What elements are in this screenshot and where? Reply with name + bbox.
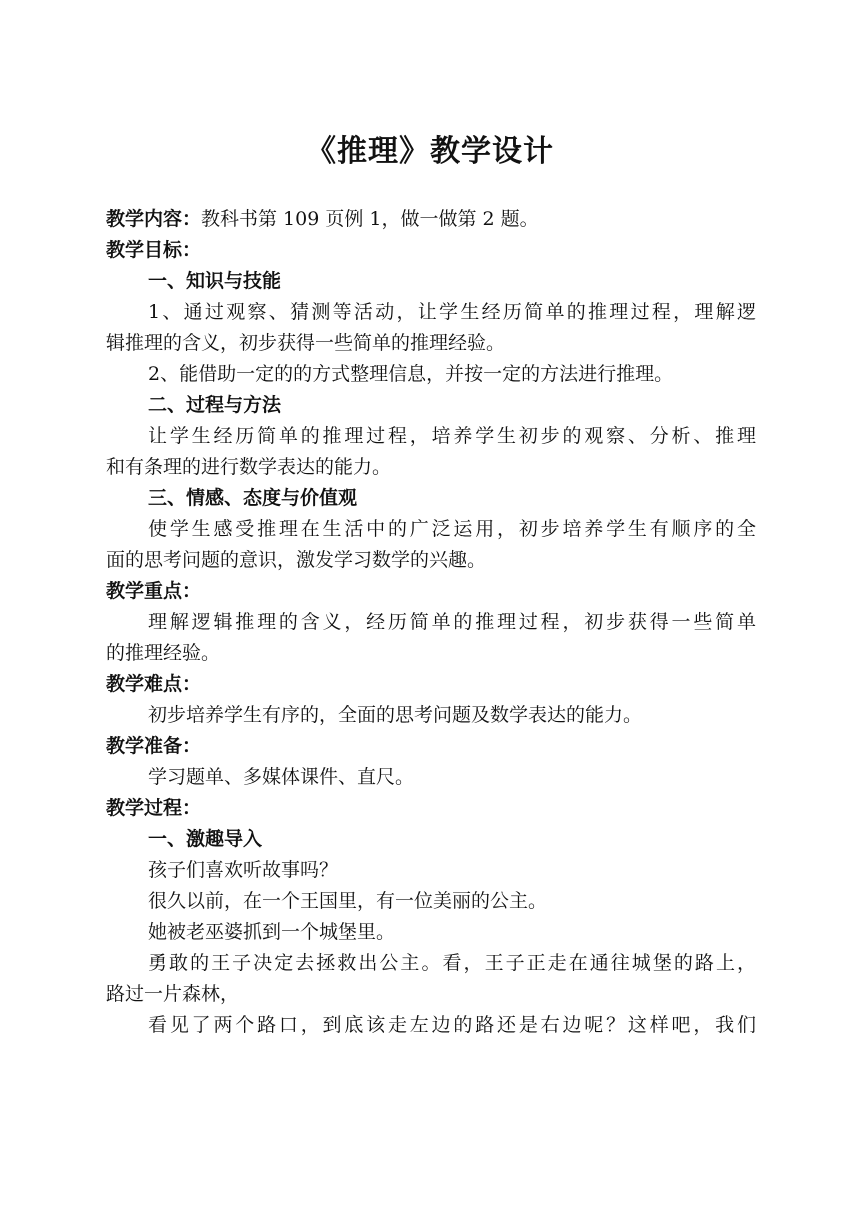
process-paragraph-4-line-2: 路过一片森林， (106, 983, 240, 1005)
bottom-spacer (106, 1041, 756, 1071)
key-point-label: 教学重点： (106, 580, 202, 602)
objective-process-heading: 二、过程与方法 (148, 394, 282, 416)
objective-knowledge-paragraph-1-line-2: 辑推理的含义，初步获得一些简单的推理经验。 (106, 332, 506, 354)
process-paragraph-3: 她被老巫婆抓到一个城堡里。 (148, 921, 396, 943)
objectives-label: 教学目标： (106, 239, 202, 261)
objective-knowledge-heading: 一、知识与技能 (148, 270, 282, 292)
objective-attitude-paragraph-line-2: 面的思考问题的意识，激发学习数学的兴趣。 (106, 549, 487, 571)
preparation-text: 学习题单、多媒体课件、直尺。 (148, 766, 415, 788)
difficulty-label: 教学难点： (106, 673, 202, 695)
process-heading-introduction: 一、激趣导入 (148, 828, 263, 850)
objective-knowledge-paragraph-1-line-1: 1、通过观察、猜测等活动，让学生经历简单的推理过程，理解逻 (148, 301, 756, 323)
process-label: 教学过程： (106, 797, 202, 819)
content-label: 教学内容： (106, 208, 202, 230)
objective-process-paragraph-line-1: 让学生经历简单的推理过程，培养学生初步的观察、分析、推理 (148, 425, 756, 447)
document-title: 《推理》教学设计 (306, 134, 554, 169)
process-paragraph-4-line-1: 勇敢的王子决定去拯救出公主。看，王子正走在通往城堡的路上， (148, 952, 756, 974)
objective-attitude-paragraph-line-1: 使学生感受推理在生活中的广泛运用，初步培养学生有顺序的全 (148, 518, 756, 540)
difficulty-text: 初步培养学生有序的，全面的思考问题及数学表达的能力。 (148, 704, 643, 726)
key-point-line-1: 理解逻辑推理的含义，经历简单的推理过程，初步获得一些简单 (148, 611, 756, 633)
process-paragraph-5-line-1: 看见了两个路口，到底该走左边的路还是右边呢？这样吧，我们 (148, 1014, 756, 1036)
content-text: 教科书第 109 页例 1，做一做第 2 题。 (201, 208, 539, 230)
objective-process-paragraph-line-2: 和有条理的进行数学表达的能力。 (106, 456, 392, 478)
objective-attitude-heading: 三、情感、态度与价值观 (148, 487, 358, 509)
content-line (106, 204, 756, 235)
document-body (106, 204, 756, 1071)
process-paragraph-1: 孩子们喜欢听故事吗？ (148, 859, 339, 881)
preparation-label: 教学准备： (106, 735, 202, 757)
key-point-line-2: 的推理经验。 (106, 642, 221, 664)
process-paragraph-2: 很久以前，在一个王国里，有一位美丽的公主。 (148, 890, 548, 912)
objective-knowledge-paragraph-2: 2、能借助一定的的方式整理信息，并按一定的方法进行推理。 (148, 363, 674, 385)
